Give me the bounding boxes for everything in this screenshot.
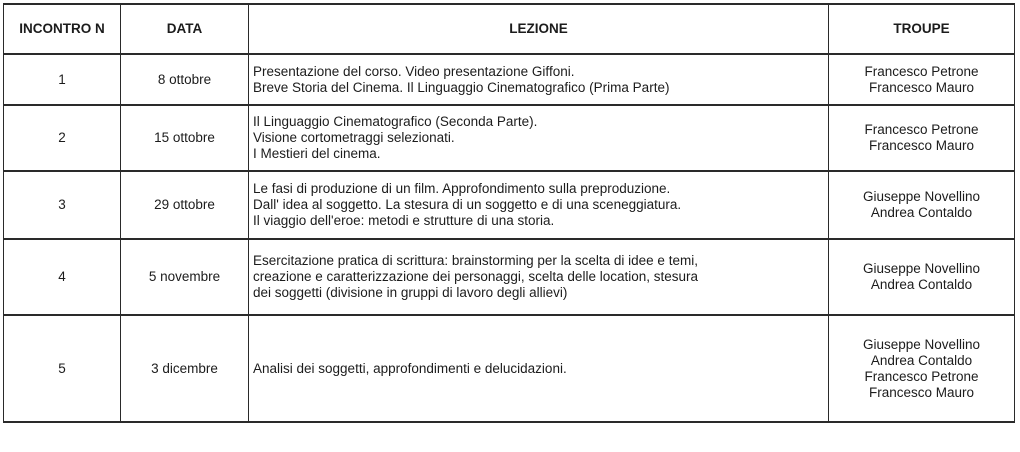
troupe-name: Francesco Petrone xyxy=(864,368,979,384)
lezione-line: Presentazione del corso. Video presentazione Giffoni. xyxy=(253,63,575,79)
lezione-line: Dall' idea al soggetto. La stesura di un soggetto e di una sceneggiatura. xyxy=(253,197,682,212)
troupe-name: Francesco Mauro xyxy=(868,384,975,400)
cell-incontro: 1 xyxy=(4,54,121,105)
table-row xyxy=(4,239,1015,315)
lezione-line: Analisi dei soggetti, approfondimenti e delucidazioni. xyxy=(253,360,567,376)
col-header-incontro: INCONTRO N xyxy=(4,4,121,54)
cell-incontro: 5 xyxy=(4,315,121,422)
schedule-table xyxy=(3,3,1015,423)
cell-data: 8 ottobre xyxy=(121,54,249,105)
col-header-data: DATA xyxy=(121,4,249,54)
cell-lezione xyxy=(249,105,829,171)
lezione-line: Le fasi di produzione di un film. Approfondimento sulla preproduzione. xyxy=(253,181,671,196)
cell-troupe xyxy=(829,239,1015,315)
cell-lezione xyxy=(249,315,829,422)
cell-data: 15 ottobre xyxy=(121,105,249,171)
troupe-name: Andrea Contaldo xyxy=(870,352,973,368)
lezione-line: I Mestieri del cinema. xyxy=(253,146,381,161)
cell-troupe xyxy=(829,54,1015,105)
table-row xyxy=(4,315,1015,422)
table-body xyxy=(4,54,1015,422)
cell-incontro: 4 xyxy=(4,239,121,315)
troupe-name: Giuseppe Novellino xyxy=(862,261,981,276)
table-row xyxy=(4,171,1015,239)
lezione-line: Visione cortometraggi selezionati. xyxy=(253,130,455,145)
cell-data: 3 dicembre xyxy=(121,315,249,422)
cell-troupe xyxy=(829,105,1015,171)
lezione-line: creazione e caratterizzazione dei personaggi, scelta delle location, stesura xyxy=(253,269,699,284)
troupe-name: Francesco Petrone xyxy=(864,122,979,137)
header-row xyxy=(4,4,1015,54)
troupe-name: Giuseppe Novellino xyxy=(862,189,981,204)
troupe-name: Andrea Contaldo xyxy=(870,277,973,292)
lezione-line: Il viaggio dell'eroe: metodi e strutture di una storia. xyxy=(253,213,555,228)
troupe-name: Francesco Mauro xyxy=(868,79,975,95)
lezione-line: Esercitazione pratica di scrittura: brainstorming per la scelta di idee e temi, xyxy=(253,253,698,268)
cell-data: 29 ottobre xyxy=(121,171,249,239)
table-row xyxy=(4,54,1015,105)
troupe-name: Andrea Contaldo xyxy=(870,205,973,220)
cell-lezione xyxy=(249,171,829,239)
cell-incontro: 3 xyxy=(4,171,121,239)
cell-data: 5 novembre xyxy=(121,239,249,315)
cell-incontro: 2 xyxy=(4,105,121,171)
troupe-name: Giuseppe Novellino xyxy=(862,336,981,352)
col-header-troupe: TROUPE xyxy=(829,4,1015,54)
cell-lezione xyxy=(249,54,829,105)
cell-troupe xyxy=(829,171,1015,239)
table-row xyxy=(4,105,1015,171)
lezione-line: Breve Storia del Cinema. Il Linguaggio Cinematografico (Prima Parte) xyxy=(253,79,670,95)
lezione-line: dei soggetti (divisione in gruppi di lavoro degli allievi) xyxy=(253,285,568,300)
troupe-name: Francesco Petrone xyxy=(864,63,979,79)
col-header-lezione: LEZIONE xyxy=(249,4,829,54)
cell-troupe xyxy=(829,315,1015,422)
cell-lezione xyxy=(249,239,829,315)
lezione-line: Il Linguaggio Cinematografico (Seconda Parte). xyxy=(253,114,538,129)
troupe-name: Francesco Mauro xyxy=(868,138,975,153)
